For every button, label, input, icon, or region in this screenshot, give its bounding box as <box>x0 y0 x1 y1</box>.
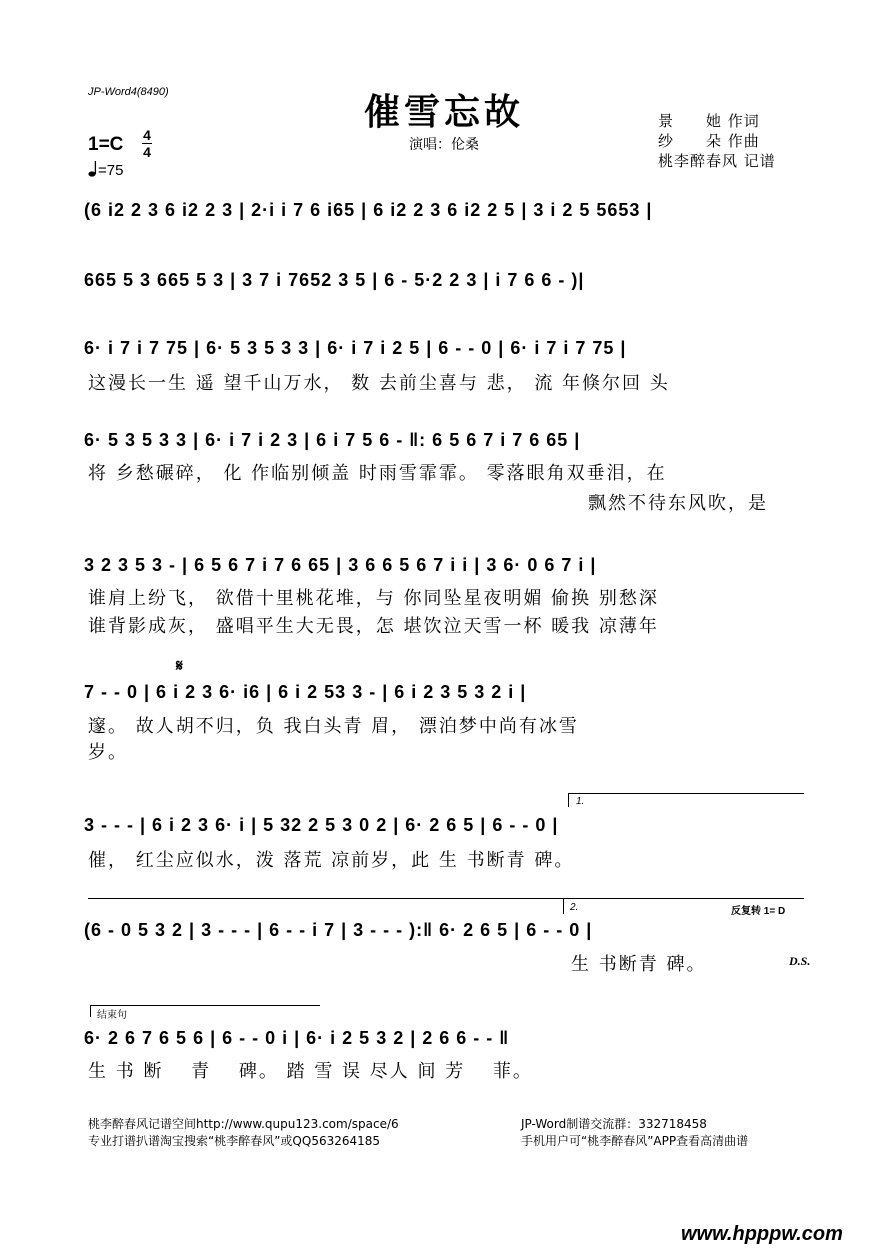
system-5-lyrics-2: 谁背影成灰， 盛唱平生大无畏，怎 堪饮泣天雪一杯 暖我 凉薄年 <box>88 616 659 637</box>
volta-2-label: 2. <box>570 902 579 913</box>
system-9-lyrics: 生 书 断 青 碑。 踏 雪 误 尽人 间 芳 菲。 <box>88 1061 533 1082</box>
transcriber-credit: 桃李醉春风 记谱 <box>658 152 776 170</box>
song-title: 催雪忘故 <box>363 91 524 133</box>
lyricist-credit: 景 她 作词 <box>658 112 760 130</box>
tempo-value: =75 <box>98 162 124 179</box>
footer-left-line-2: 专业打谱扒谱淘宝搜索“桃李醉春风”或QQ563264185 <box>88 1134 381 1148</box>
system-4-lyrics-2: 飘然不待东风吹，是 <box>588 493 768 514</box>
composer-credit: 纱 朵 作曲 <box>658 132 760 150</box>
system-5-lyrics-1: 谁肩上纷飞， 欲借十里桃花堆，与 你同坠星夜明媚 偷换 别愁深 <box>88 588 659 609</box>
footer-right-line-2: 手机用户可“桃李醉春风”APP查看高清曲谱 <box>521 1134 749 1148</box>
volta-1-label: 1. <box>576 796 585 807</box>
singer-line: 演唱：伦桑 <box>409 137 479 153</box>
tempo-mark <box>88 160 123 179</box>
footer-left-line-1: 桃李醉春风记谱空间http://www.qupu123.com/space/6 <box>88 1117 399 1131</box>
system-6-lyrics-2: 岁。 <box>88 742 128 763</box>
system-2-notes: 665 5 3 665 5 3 | 3 7 i 7652 3 5 | 6 - 5·2 2 3 | i 7 6 6 - )| <box>84 270 585 290</box>
system-4-lyrics-1: 将 乡愁碾碎， 化 作临别倾盖 时雨雪霏霏。 零落眼角双垂泪，在 <box>88 463 667 484</box>
volta-2-bracket-edge <box>563 898 564 914</box>
ds-mark: D.S. <box>789 954 811 968</box>
time-signature-bottom: 4 <box>143 144 151 160</box>
time-signature <box>142 128 152 159</box>
quarter-note-icon <box>88 160 98 178</box>
volta-1-bracket-edge <box>568 793 569 807</box>
system-8-notes: (6 - 0 5 3 2 | 3 - - - | 6 - - i 7 | 3 - - - ):‖ 6· 2 6 5 | 6 - - 0 | <box>84 920 593 940</box>
volta-1-bracket <box>568 793 804 794</box>
system-9-notes: 6· 2 6 7 6 5 6 | 6 - - 0 i | 6· i 2 5 3 2 | 2 6 6 - - ‖ <box>84 1028 510 1048</box>
system-7-lyrics: 催， 红尘应似水，泼 落荒 凉前岁，此 生 书断青 碑。 <box>88 850 575 871</box>
system-3-lyrics: 这漫长一生 遥 望千山万水， 数 去前尘喜与 悲， 流 年倏尔回 头 <box>88 373 670 394</box>
system-6-notes: 7 - - 0 | 6 i 2 3 6· i6 | 6 i 2 53 3 - | 6 i 2 3 5 3 2 i | <box>84 682 527 702</box>
system-5-notes: 3 2 3 5 3 - | 6 5 6 7 i 7 6 65 | 3 6 6 5 6 7 i i | 3 6· 0 6 7 i | <box>84 555 597 575</box>
footer-right-line-1: JP-Word制谱交流群：332718458 <box>521 1117 707 1131</box>
software-tag: JP-Word4(8490) <box>88 86 169 98</box>
system-4-notes: 6· 5 3 5 3 3 | 6· i 7 i 2 3 | 6 i 7 5 6 - ‖: 6 5 6 7 i 7 6 65 | <box>84 430 581 450</box>
key-signature: 1=C <box>88 134 124 155</box>
system-3-notes: 6· i 7 i 7 75 | 6· 5 3 5 3 3 | 6· i 7 i 2 5 | 6 - - 0 | 6· i 7 i 7 75 | <box>84 338 627 358</box>
credits-block <box>658 111 776 171</box>
system-6-lyrics-1: 邃。 故人胡不归，负 我白头青 眉， 漂泊梦中尚有冰雪 <box>88 716 579 737</box>
site-watermark: www.hpppw.com <box>681 1223 843 1245</box>
repeat-key-change: 反复转 1= D <box>731 906 786 917</box>
ending-label: 结束句 <box>97 1010 127 1021</box>
system-7-notes: 3 - - - | 6 i 2 3 6· i | 5 32 2 5 3 0 2 | 6· 2 6 5 | 6 - - 0 | <box>84 815 559 835</box>
segno-mark: 𝄋 <box>176 656 183 675</box>
interlude-rule <box>88 898 804 899</box>
ending-bracket-edge <box>90 1005 91 1017</box>
time-signature-top: 4 <box>143 127 151 143</box>
system-1-notes: (6 i2 2 3 6 i2 2 3 | 2·i i 7 6 i65 | 6 i2 2 3 6 i2 2 5 | 3 i 2 5 5653 | <box>84 200 653 220</box>
system-8-lyrics: 生 书断青 碑。 <box>571 954 707 975</box>
